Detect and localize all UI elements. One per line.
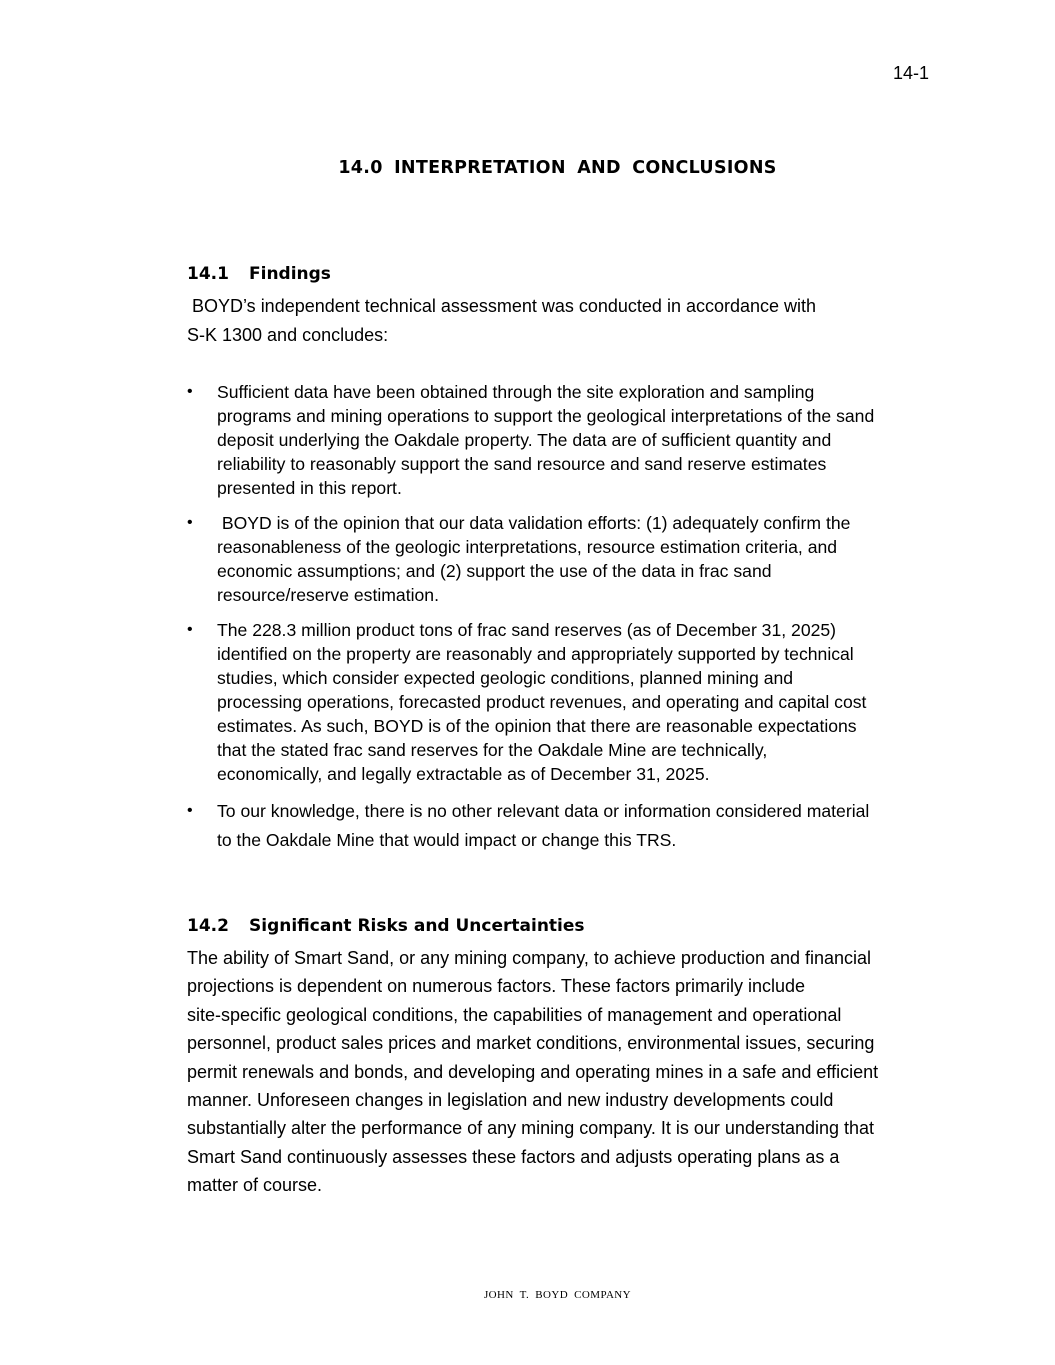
findings-number: 14.1: [187, 264, 229, 284]
findings-bullet: [187, 618, 947, 786]
bullet-line: studies, which consider expected geologic conditions, planned mining and: [217, 668, 794, 688]
paragraph-line: manner. Unforeseen changes in legislation and new industry developments could: [187, 1090, 834, 1111]
risks-heading: [187, 915, 585, 937]
bullet-line: economic assumptions; and (2) support the use of the data in frac sand: [217, 561, 772, 581]
findings-title: Findings: [249, 264, 331, 284]
bullet-line: economically, and legally extractable as of December 31, 2025.: [217, 764, 710, 784]
findings-heading: [187, 263, 331, 285]
risks-title: Significant Risks and Uncertainties: [249, 916, 585, 936]
bullet-line: estimates. As such, BOYD is of the opinion that there are reasonable expectations: [217, 716, 857, 736]
bullet-line: deposit underlying the Oakdale property. The data are of sufficient quantity and: [217, 430, 832, 450]
paragraph-line: Smart Sand continuously assesses these factors and adjusts operating plans as a: [187, 1146, 840, 1167]
bullet-line: To our knowledge, there is no other relevant data or information considered material: [217, 801, 870, 821]
intro-line: BOYD’s independent technical assessment was conducted in accordance with: [187, 296, 817, 316]
bullet-line: programs and mining operations to support the geological interpretations of the sand: [217, 406, 875, 426]
bullet-line: resource/reserve estimation.: [217, 585, 439, 605]
bullet-line: The 228.3 million product tons of frac sand reserves (as of December 31, 2025): [217, 620, 837, 640]
paragraph-line: personnel, product sales prices and market conditions, environmental issues, securing: [187, 1033, 875, 1054]
paragraph-line: site-specific geological conditions, the capabilities of management and operational: [187, 1004, 842, 1025]
bullet-line: processing operations, forecasted product revenues, and operating and capital cost: [217, 692, 867, 712]
findings-bullet: [187, 380, 947, 500]
paragraph-line: matter of course.: [187, 1175, 323, 1196]
findings-bullet: [187, 797, 947, 854]
findings-bullet: [187, 511, 947, 607]
bullet-line: presented in this report.: [217, 478, 402, 498]
page-footer: JOHN T. BOYD COMPANY: [484, 1289, 631, 1301]
bullet-icon: •: [187, 514, 193, 531]
risks-paragraph: [187, 944, 947, 1200]
risks-number: 14.2: [187, 916, 229, 936]
paragraph-line: permit renewals and bonds, and developing and operating mines in a safe and efficient: [187, 1061, 879, 1082]
bullet-line: reasonableness of the geologic interpretations, resource estimation criteria, and: [217, 537, 838, 557]
findings-intro: [187, 292, 887, 349]
bullet-line: that the stated frac sand reserves for the Oakdale Mine are technically,: [217, 740, 768, 760]
paragraph-line: substantially alter the performance of any mining company. It is our understanding that: [187, 1118, 875, 1139]
bullet-line: BOYD is of the opinion that our data validation efforts: (1) adequately confirm the: [217, 513, 851, 533]
bullet-line: identified on the property are reasonably and appropriately supported by technical: [217, 644, 854, 664]
bullet-line: Sufficient data have been obtained through the site exploration and sampling: [217, 382, 815, 402]
intro-line: S-K 1300 and concludes:: [187, 324, 389, 345]
bullet-line: reliability to reasonably support the sand resource and sand reserve estimates: [217, 454, 827, 474]
findings-bullet-list: [187, 380, 947, 865]
bullet-icon: •: [187, 802, 193, 819]
chapter-title: 14.0 INTERPRETATION AND CONCLUSIONS: [338, 158, 777, 178]
paragraph-line: The ability of Smart Sand, or any mining company, to achieve production and financial: [187, 948, 872, 968]
bullet-icon: •: [187, 383, 193, 400]
bullet-icon: •: [187, 621, 193, 638]
page-number: 14-1: [893, 63, 930, 83]
paragraph-line: projections is dependent on numerous factors. These factors primarily include: [187, 976, 805, 997]
bullet-line: to the Oakdale Mine that would impact or change this TRS.: [217, 829, 677, 850]
